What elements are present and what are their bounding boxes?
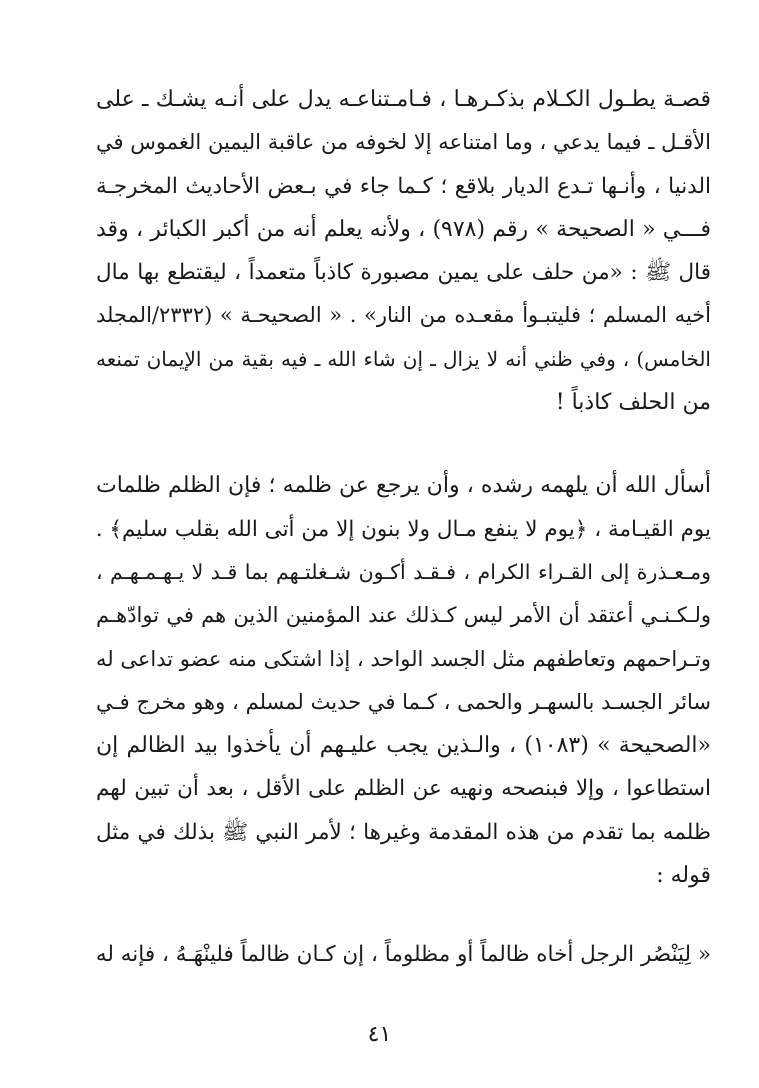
text-line: الخامس) ، وفي ظني أنه لا يزال ـ إن شاء الله ـ فيه بقية من الإيمان تمنعه <box>96 346 711 371</box>
text-line: ولـكـنـي أعتقد أن الأمر ليس كـذلك عند المؤمنين الذين هم في توادّهـم <box>96 603 711 628</box>
page-number: ٤١ <box>367 1022 392 1047</box>
text-line: « لِيَنْصُر الرجل أخاه ظالماً أو مظلوماً ، إن كـان ظالماً فلينْهَـهُ ، فإنه له <box>96 942 711 968</box>
text-line: ومـعـذرة إلى القـراء الكرام ، فـقـد أكـون شـغلتـهم بما قـد لا يـهـمـهـم ، <box>96 559 711 584</box>
text-line: الأقـل ـ فيما يدعي ، وما امتناعه إلا لخوفه من عاقبة اليمين الغموس في <box>96 130 711 155</box>
text-line: الدنيا ، وأنـها تـدع الديار بلاقع ؛ كـما جاء في بـعض الأحاديث المخرجـة <box>96 173 711 199</box>
paragraph <box>96 464 711 897</box>
text-line: قوله : <box>656 863 711 889</box>
text-line: يوم القيـامة ، ﴿يوم لا ينفع مـال ولا بنون إلا من أتى الله بقلب سليم﴾ . <box>96 516 711 542</box>
text-line: فـــي « الصحيحة » رقم (٩٧٨) ، ولأنه يعلم أنه من أكبر الكبائر ، وقد <box>96 216 711 242</box>
paragraph <box>96 933 711 976</box>
text-line: ظلمه بما تقدم من هذه المقدمة وغيرها ؛ لأمر النبي ﷺ بذلك في مثل <box>96 819 711 845</box>
text-line: أسأل الله أن يلهمه رشده ، وأن يرجع عن ظلمه ؛ فإن الظلم ظلمات <box>96 473 711 499</box>
text-line: قصـة يطـول الكـلام بذكـرهـا ، فـامـتناعـه يدل على أنـه يشـك ـ على <box>96 87 711 112</box>
text-line: من الحلف كاذباً ! <box>555 390 711 416</box>
text-line: قال ﷺ : «من حلف على يمين مصبورة كاذباً متعمداً ، ليقتطع بها مال <box>96 260 711 286</box>
text-line: وتـراحمهم وتعاطفهم مثل الجسد الواحد ، إذا اشتكى منه عضو تداعى له <box>96 646 711 671</box>
text-line: استطاعوا ، وإلا فبنصحه ونهيه عن الظلم على الأقل ، بعد أن تبين لهم <box>96 776 711 802</box>
text-line: «الصحيحة » (١٠٨٣) ، والـذين يجب عليـهم أن يأخذوا بيد الظالم إن <box>96 733 711 759</box>
paragraph <box>96 78 711 424</box>
text-line: سائر الجسـد بالسهـر والحمى ، كـما في حديث لمسلم ، وهو مخرج فـي <box>96 689 711 714</box>
text-line: أخيه المسلم ؛ فليتبـوأ مقعـده من النار» . « الصحيحـة » (٢٣٣٢/المجلد <box>96 303 711 328</box>
page-body <box>96 78 711 977</box>
